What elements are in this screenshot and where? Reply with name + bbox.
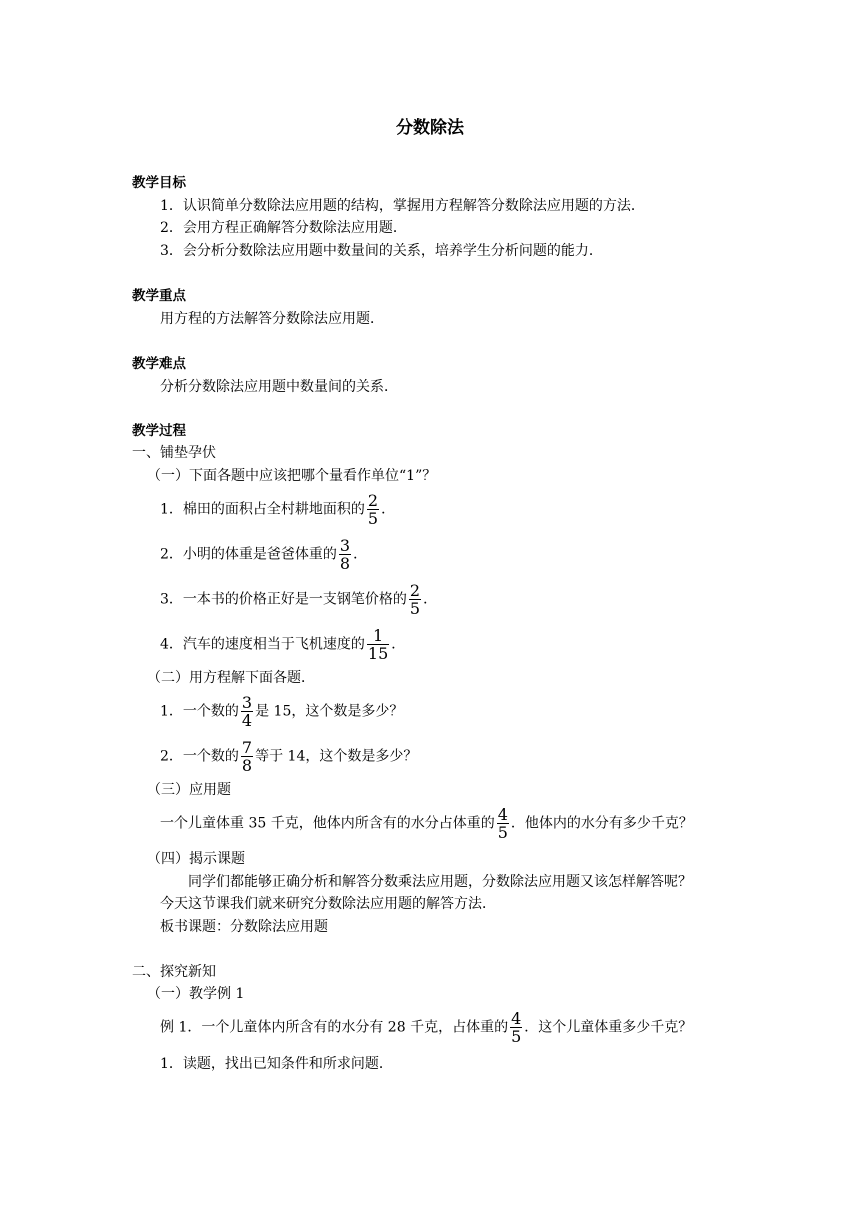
question-text: 2．一个数的 [160,748,239,765]
example-text: 例 1．一个儿童体内所含有的水分有 28 千克，占体重的 [160,1019,509,1036]
fraction-numerator: 2 [409,581,421,600]
part2-sub1-title: （一）教学例 1 [147,986,245,1002]
fraction-denominator: 15 [367,644,389,663]
unit-question-4 [160,627,405,662]
fraction-denominator: 5 [497,823,508,842]
fraction [339,537,351,572]
example-suffix: ．这个儿童体重多少千克？ [524,1019,693,1036]
fraction-numerator: 3 [241,693,253,712]
difficulty-text: 分析分数除法应用题中数量间的关系． [160,379,398,395]
question-text: 2．小明的体重是爸爸体重的 [160,546,337,563]
equation-question-1 [160,694,403,729]
fraction [241,694,253,729]
question-suffix: ． [353,546,368,563]
process-heading: 教学过程 [132,423,186,439]
goal-item-3: 3．会分析分数除法应用题中数量间的关系，培养学生分析问题的能力． [160,243,603,259]
question-suffix: 等于 14，这个数是多少？ [255,748,418,765]
unit-question-1 [160,492,395,527]
fraction-denominator: 4 [241,711,253,730]
part2-title: 二、探究新知 [132,964,216,980]
fraction-denominator: 8 [339,554,351,573]
document-title: 分数除法 [396,118,464,138]
question-suffix: ． [423,591,438,608]
goal-item-1: 1．认识简单分数除法应用题的结构，掌握用方程解答分数除法应用题的方法． [160,198,645,214]
question-text: 1．一个数的 [160,703,239,720]
question-suffix: ． [381,501,396,518]
fraction [367,627,389,662]
fraction [497,806,509,841]
question-text: 1．棉田的面积占全村耕地面积的 [160,501,365,518]
equation-question-2 [160,739,417,774]
example-1 [160,1010,692,1045]
goal-item-2: 2．会用方程正确解答分数除法应用题． [160,220,407,236]
question-text: 4．汽车的速度相当于飞机速度的 [160,636,365,653]
fraction-numerator: 4 [497,805,508,824]
unit-question-2 [160,537,367,572]
fraction [367,492,379,527]
fraction [409,582,421,617]
part1-sub3-title: （三）应用题 [147,782,231,798]
fraction [510,1010,522,1045]
fraction-numerator: 2 [367,491,379,510]
fraction-denominator: 8 [241,756,253,775]
fraction-numerator: 3 [339,536,351,555]
key-point-heading: 教学重点 [132,288,186,304]
key-point-text: 用方程的方法解答分数除法应用题． [160,311,384,327]
goals-heading: 教学目标 [132,175,186,191]
question-text: 一个儿童体重 35 千克，他体内所含有的水分占体重的 [160,815,495,832]
part1-sub2-title: （二）用方程解下面各题． [147,670,315,686]
part1-sub4-title: （四）揭示课题 [147,851,245,867]
question-suffix: ． [391,636,406,653]
fraction-numerator: 4 [511,1009,522,1028]
fraction [241,739,253,774]
question-text: 3．一本书的价格正好是一支钢笔价格的 [160,591,407,608]
part1-sub1-title: （一）下面各题中应该把哪个量看作单位“1”？ [147,468,437,484]
fraction-denominator: 5 [409,599,421,618]
difficulty-heading: 教学难点 [132,356,186,372]
step-1: 1．读题，找出已知条件和所求问题． [160,1056,393,1072]
intro-paragraph-line2: 今天这节课我们就来研究分数除法应用题的解答方法． [160,896,496,912]
question-suffix: 是 15，这个数是多少？ [255,703,404,720]
unit-question-3 [160,582,437,617]
fraction-numerator: 7 [241,738,253,757]
board-title: 板书课题：分数除法应用题 [160,919,328,935]
intro-paragraph-line1: 同学们都能够正确分析和解答分数乘法应用题，分数除法应用题又该怎样解答呢？ [188,874,692,890]
fraction-denominator: 5 [367,509,379,528]
fraction-denominator: 5 [511,1027,522,1046]
question-suffix: ．他体内的水分有多少千克？ [510,815,693,832]
fraction-numerator: 1 [373,626,384,645]
applied-question [160,806,693,841]
part1-title: 一、铺垫孕伏 [132,445,216,461]
